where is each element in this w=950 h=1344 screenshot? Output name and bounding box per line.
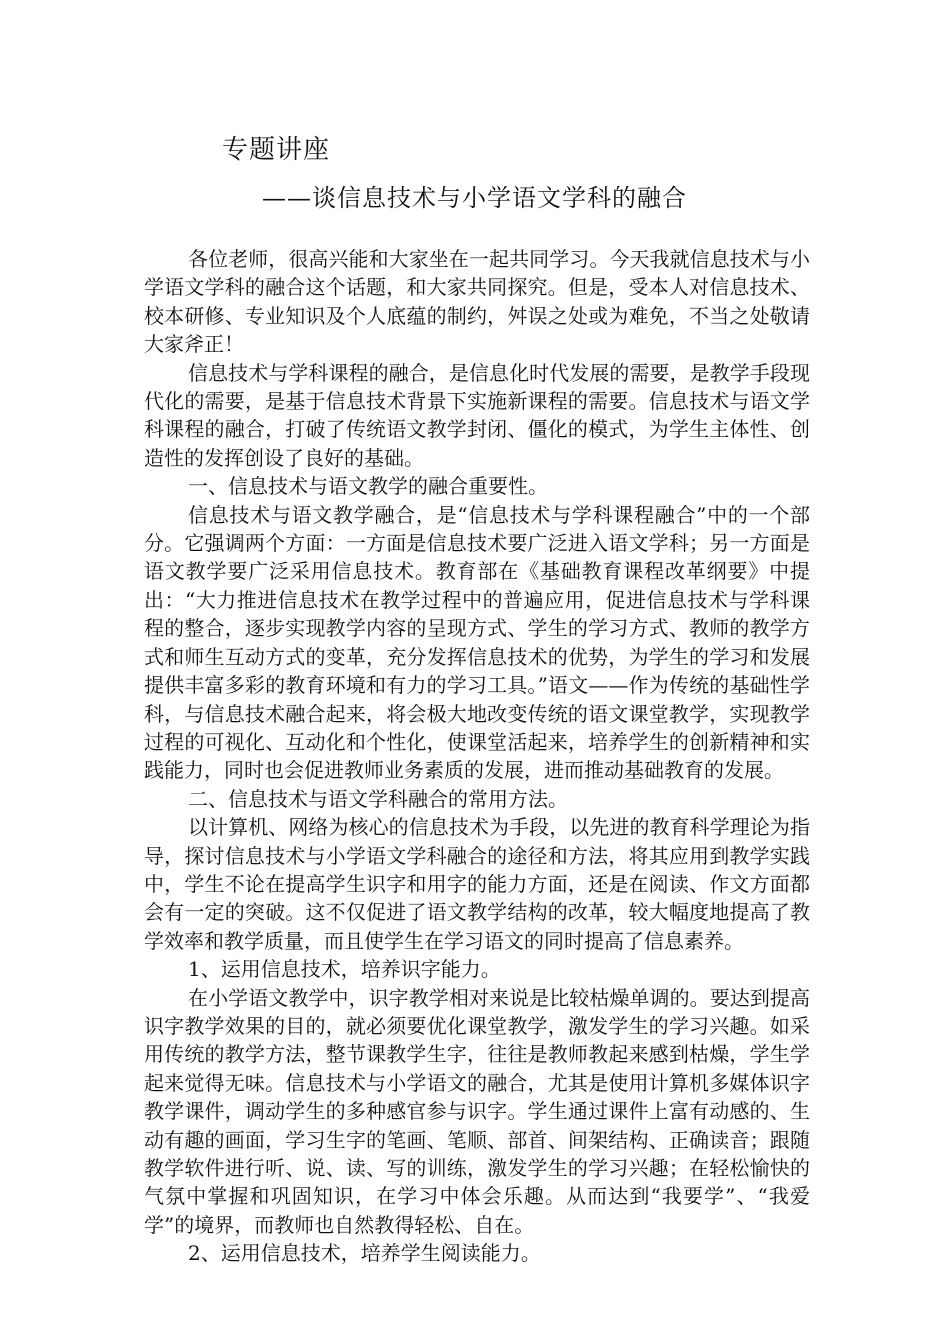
paragraph-methods: 以计算机、网络为核心的信息技术为手段，以先进的教育科学理论为指导，探讨信息技术与小学语文学科融合的途径和方法，将其应用到教学实践中，学生不论在提高学生识字和用字的能力方面，还是在阅读、作文方面都会有一定的突破。这不仅促进了语文教学结构的改革，较大幅度地提高了教学效率和教学质量，而且使学生在学习语文的同时提高了信息素养。 [144,815,810,953]
section-heading-importance: 一、信息技术与语文教学的融合重要性。 [188,474,548,499]
subheading-literacy: 1、运用信息技术，培养识字能力。 [188,957,501,982]
paragraph-importance: 信息技术与语文教学融合，是“信息技术与学科课程融合”中的一个部分。它强调两个方面：一方面是信息技术要广泛进入语文学科；另一方面是语文教学要广泛采用信息技术。教育部在《基础教育课程改革纲要》中提出：“大力推进信息技术在教学过程中的普遍应用，促进信息技术与学科课程的整合，逐步实现教学内容的呈现方式、学生的学习方式、教师的教学方式和师生互动方式的变革，充分发挥信息技术的优势，为学生的学习和发展提供丰富多彩的教育环境和有力的学习工具。”语文——作为传统的基础性学科，与信息技术融合起来，将会极大地改变传统的语文课堂教学，实现教学过程的可视化、互动化和个性化，使课堂活起来，培养学生的创新精神和实践能力，同时也会促进教师业务素质的发展，进而推动基础教育的发展。 [144,502,810,783]
document-body [144,245,810,1268]
document-subtitle: ——谈信息技术与小学语文学科的融合 [262,184,687,212]
paragraph-greeting: 各位老师，很高兴能和大家坐在一起共同学习。今天我就信息技术与小学语文学科的融合这个话题，和大家共同探究。但是，受本人对信息技术、校本研修、专业知识及个人底蕴的制约，舛误之处或为难免，不当之处敬请大家斧正！ [144,247,810,357]
document-title: 专题讲座 [222,135,331,165]
subheading-reading: 2、运用信息技术，培养学生阅读能力。 [188,1241,541,1266]
paragraph-intro: 信息技术与学科课程的融合，是信息化时代发展的需要，是教学手段现代化的需要，是基于信息技术背景下实施新课程的需要。信息技术与语文学科课程的融合，打破了传统语文教学封闭、僵化的模式，为学生主体性、创造性的发挥创设了良好的基础。 [144,360,810,470]
paragraph-literacy: 在小学语文教学中，识字教学相对来说是比较枯燥单调的。要达到提高识字教学效果的目的，就必须要优化课堂教学，激发学生的学习兴趣。如采用传统的教学方法，整节课教学生字，往往是教师教起来感到枯燥，学生学起来觉得无味。信息技术与小学语文的融合，尤其是使用计算机多媒体识字教学课件，调动学生的多种感官参与识字。学生通过课件上富有动感的、生动有趣的画面，学习生字的笔画、笔顺、部首、间架结构、正确读音；跟随教学软件进行听、说、读、写的训练，激发学生的学习兴趣；在轻松愉快的气氛中掌握和巩固知识，在学习中体会乐趣。从而达到“我要学”、“我爱学”的境界，而教师也自然教得轻松、自在。 [144,985,810,1237]
section-heading-methods: 二、信息技术与语文学科融合的常用方法。 [188,786,568,811]
